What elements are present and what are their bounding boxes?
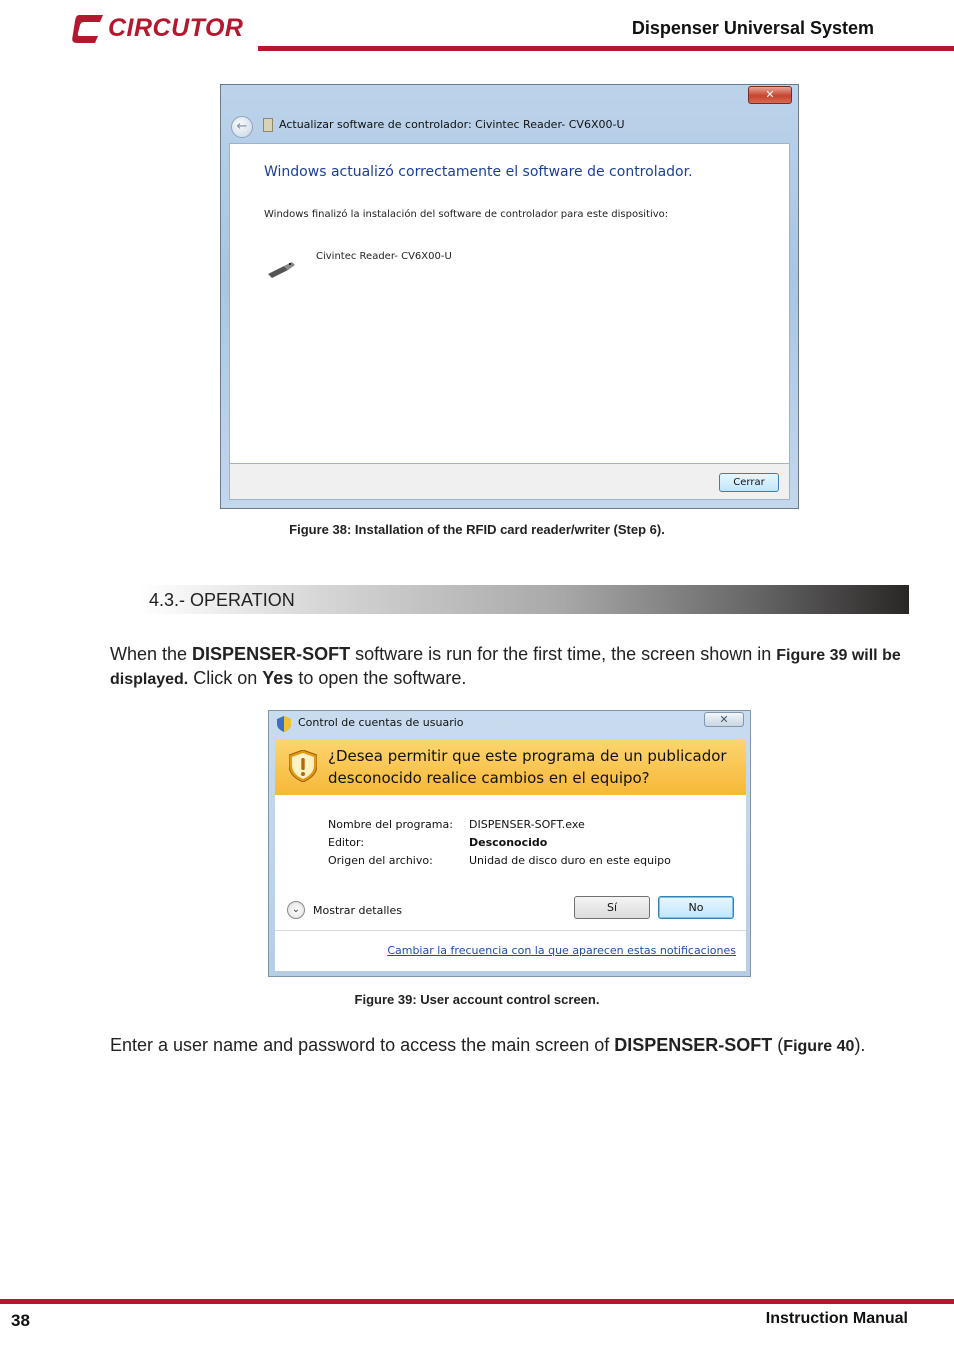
logo-text: CIRCUTOR — [108, 14, 244, 42]
success-heading: Windows actualizó correctamente el software de controlador. — [264, 164, 693, 180]
para-text: to open the software. — [293, 668, 467, 688]
notification-settings-link[interactable]: Cambiar la frecuencia con la que aparecen estas notificaciones — [387, 944, 736, 957]
paragraph-operation — [110, 643, 910, 691]
cerrar-button[interactable]: Cerrar — [719, 473, 779, 492]
figure-ref: Figure 39 will be displayed. — [110, 647, 901, 688]
warning-shield-icon — [289, 750, 317, 782]
yes-button[interactable]: Sí — [574, 896, 650, 919]
footer-title: Instruction Manual — [765, 1310, 908, 1327]
uac-shield-icon — [277, 716, 291, 732]
uac-title: Control de cuentas de usuario — [298, 716, 464, 729]
close-icon: ✕ — [719, 713, 729, 726]
driver-install-dialog — [220, 84, 799, 509]
dialog-title: Actualizar software de controlador: Civintec Reader- CV6X00-U — [279, 118, 625, 131]
close-button[interactable] — [748, 86, 792, 104]
header-rule — [258, 46, 954, 51]
uac-dialog — [268, 710, 751, 977]
paragraph-login — [110, 1034, 910, 1058]
section-title: 4.3.- OPERATION — [149, 590, 295, 610]
dialog-content — [229, 143, 790, 464]
detail-value: Desconocido — [469, 836, 548, 849]
detail-label: Nombre del programa: — [328, 818, 453, 831]
para-bold: DISPENSER-SOFT — [614, 1035, 773, 1055]
show-details-label[interactable]: Mostrar detalles — [313, 904, 402, 917]
usb-icon — [266, 260, 296, 278]
uac-warning-banner — [275, 739, 746, 795]
detail-value: Unidad de disco duro en este equipo — [469, 854, 671, 867]
para-text: software is run for the first time, the screen shown in — [350, 644, 777, 664]
back-arrow-icon: ← — [236, 119, 248, 134]
detail-label: Editor: — [328, 836, 365, 849]
para-text: ( — [772, 1035, 784, 1055]
figure-ref: Figure 40 — [783, 1038, 855, 1055]
close-icon: ✕ — [765, 88, 775, 101]
success-subtext: Windows finalizó la instalación del software de controlador para este dispositivo: — [264, 209, 669, 220]
para-text: Enter a user name and password to access the main screen of — [110, 1035, 615, 1055]
device-name: Civintec Reader- CV6X00-U — [316, 251, 452, 262]
back-button[interactable] — [231, 116, 253, 138]
para-bold: DISPENSER-SOFT — [192, 644, 351, 664]
para-text: ). — [854, 1035, 866, 1055]
chevron-down-icon: ⌄ — [291, 904, 301, 915]
circutor-logo-icon — [72, 12, 106, 46]
detail-label: Origen del archivo: — [328, 854, 433, 867]
header-title: Dispenser Universal System — [631, 18, 874, 38]
show-details-chevron-icon[interactable] — [287, 901, 305, 919]
no-button[interactable]: No — [658, 896, 734, 919]
uac-body — [275, 795, 746, 971]
divider — [275, 930, 746, 931]
figure-39-caption: Figure 39: User account control screen. — [354, 992, 600, 1007]
logo — [72, 12, 252, 46]
para-bold: Yes — [262, 668, 294, 688]
para-text: When the — [110, 644, 193, 664]
detail-value: DISPENSER-SOFT.exe — [469, 818, 585, 831]
figure-38-caption: Figure 38: Installation of the RFID card reader/writer (Step 6). — [289, 522, 665, 537]
uac-question-line1: ¿Desea permitir que este programa de un publicador — [328, 747, 727, 765]
driver-icon — [263, 118, 273, 132]
footer-rule — [0, 1299, 954, 1304]
para-text: Click on — [188, 668, 263, 688]
dialog-footer — [229, 464, 790, 500]
section-heading-bar — [139, 585, 909, 614]
close-button[interactable] — [704, 712, 744, 727]
uac-question-line2: desconocido realice cambios en el equipo? — [328, 769, 650, 787]
page-number: 38 — [11, 1311, 30, 1330]
